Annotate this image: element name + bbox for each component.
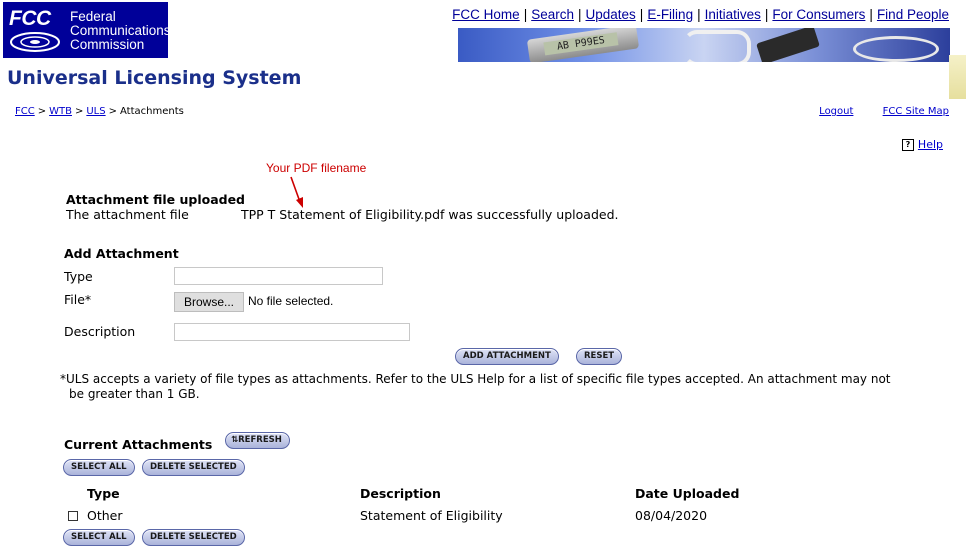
description-label: Description: [64, 324, 136, 339]
row-type: Other: [87, 508, 123, 523]
logout-link[interactable]: Logout: [819, 106, 854, 117]
reset-button[interactable]: RESET: [576, 348, 622, 365]
breadcrumb-wtb[interactable]: WTB: [49, 106, 72, 117]
add-attachment-heading: Add Attachment: [64, 246, 179, 261]
agency-line-3: Commission: [70, 37, 145, 52]
site-map-link[interactable]: FCC Site Map: [882, 106, 949, 117]
help-link[interactable]: [902, 138, 943, 151]
pager-screen-text: AB P99ES: [543, 32, 618, 55]
upload-message: [66, 207, 619, 222]
header-banner-image: [458, 28, 950, 62]
cable-graphic: [683, 30, 751, 62]
upload-prefix: The attachment file: [66, 207, 189, 222]
fcc-logo-abbr: FCC: [9, 7, 51, 30]
agency-line-1: Federal: [70, 9, 116, 24]
nav-initiatives[interactable]: Initiatives: [704, 7, 761, 22]
annotation-arrow-icon: [286, 176, 306, 210]
nav-e-filing[interactable]: E-Filing: [647, 7, 694, 22]
side-tab: [949, 55, 966, 99]
select-all-button-top[interactable]: SELECT ALL: [63, 459, 135, 476]
top-navigation: FCC Home | Search | Updates | E-Filing | Initiatives | For Consumers | Find People: [452, 7, 949, 22]
nav-updates[interactable]: Updates: [585, 7, 636, 22]
agency-line-2: Communications: [70, 23, 171, 38]
nav-search[interactable]: Search: [531, 7, 574, 22]
select-all-button-bottom[interactable]: SELECT ALL: [63, 529, 135, 546]
row-description: Statement of Eligibility: [360, 508, 503, 523]
refresh-label: REFRESH: [238, 435, 282, 445]
help-label[interactable]: Help: [917, 138, 943, 151]
row-date: 08/04/2020: [635, 508, 708, 523]
refresh-button[interactable]: [225, 432, 290, 449]
cord-graphic: [853, 36, 939, 62]
browse-button[interactable]: Browse...: [174, 292, 244, 312]
upload-filename-message: TPP T Statement of Eligibility.pdf was successfully uploaded.: [241, 207, 619, 222]
column-header-description: Description: [360, 486, 441, 501]
note-line-2: be greater than 1 GB.: [69, 387, 200, 401]
file-label: File*: [64, 292, 92, 307]
fcc-agency-name: [70, 9, 171, 52]
nav-fcc-home[interactable]: FCC Home: [452, 7, 520, 22]
row-checkbox[interactable]: [68, 511, 78, 521]
add-attachment-button[interactable]: ADD ATTACHMENT: [455, 348, 559, 365]
breadcrumb: FCC > WTB > ULS > Attachments: [15, 106, 184, 117]
refresh-icon: ⇅: [231, 435, 239, 445]
note-line-1: *ULS accepts a variety of file types as attachments. Refer to the ULS Help for a list of specific file types accepted. An attachment may not: [60, 372, 891, 386]
utility-links: [793, 106, 949, 117]
column-header-date: Date Uploaded: [635, 486, 740, 501]
fcc-logo[interactable]: [3, 2, 171, 58]
page-title: Universal Licensing System: [7, 67, 302, 89]
delete-selected-button-bottom[interactable]: DELETE SELECTED: [142, 529, 245, 546]
description-field[interactable]: [174, 323, 410, 341]
delete-selected-button-top[interactable]: DELETE SELECTED: [142, 459, 245, 476]
help-icon: ?: [902, 139, 914, 151]
nav-for-consumers[interactable]: For Consumers: [772, 7, 866, 22]
pager-graphic: [527, 28, 639, 62]
current-attachments-heading: Current Attachments: [64, 437, 213, 452]
breadcrumb-uls[interactable]: ULS: [86, 106, 106, 117]
type-field[interactable]: [174, 267, 383, 285]
file-type-note: [60, 372, 920, 402]
breadcrumb-fcc[interactable]: FCC: [15, 106, 35, 117]
no-file-status: No file selected.: [248, 294, 334, 308]
phone-graphic: [756, 28, 820, 62]
column-header-type: Type: [87, 486, 120, 501]
nav-find-people[interactable]: Find People: [876, 7, 949, 22]
type-label: Type: [64, 269, 93, 284]
upload-heading: Attachment file uploaded: [66, 192, 246, 207]
annotation-label: Your PDF filename: [266, 161, 367, 175]
breadcrumb-current: Attachments: [120, 106, 184, 117]
